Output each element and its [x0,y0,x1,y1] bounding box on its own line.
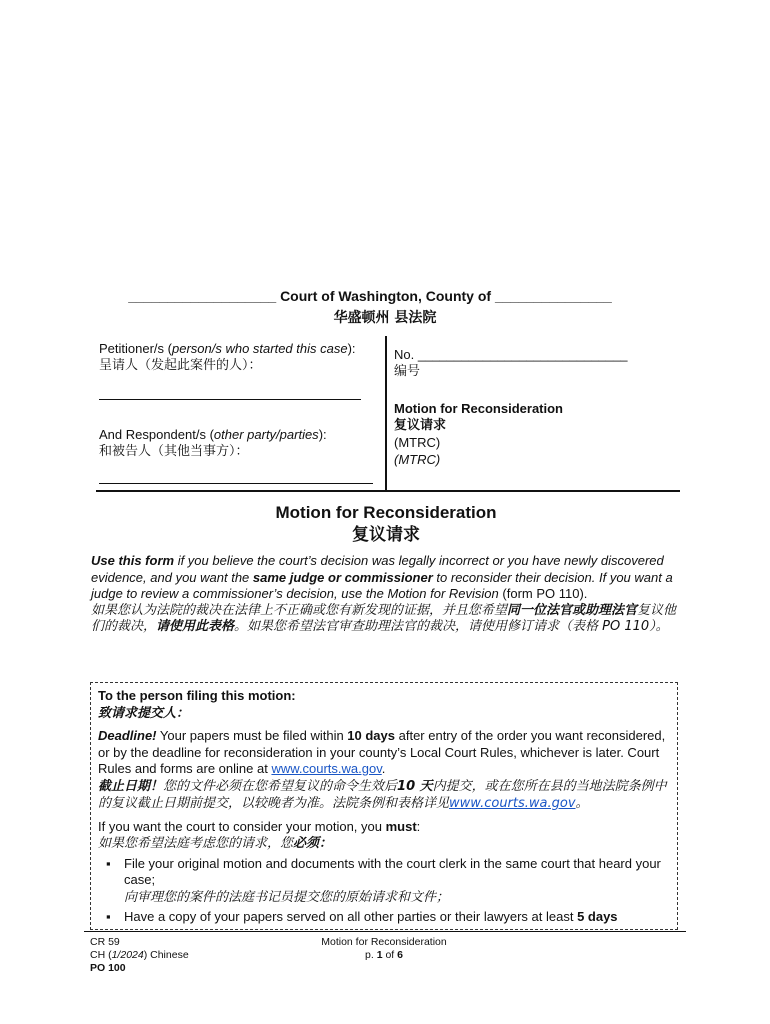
court-label: Court of Washington, County of [280,288,492,304]
respondent-label-chinese: 和被告人（其他当事方）： [99,444,249,459]
footer-po-number: PO 100 [90,962,126,974]
case-caption [96,336,680,492]
respondent-label: And Respondent/s (other party/parties): [99,427,327,442]
courts-website-link[interactable]: www.courts.wa.gov [271,761,382,776]
filing-instructions-box [90,682,678,930]
intro-chinese: 如果您认为法院的裁决在法律上不正确或您有新发现的证据，并且您希望同一位法官或助理法官复议他们的裁决，请使用此表格。如果您希望法官审查助理法官的裁决，请使用修订请求（表格 PO 110）。 [91,602,677,634]
footer-center [284,936,484,962]
footer-left [90,936,189,975]
case-number-row [394,346,678,363]
caption-bottom-rule [96,490,680,492]
footer-form-code: CR 59 [90,936,120,948]
case-info-section [394,346,678,468]
petitioner-label: Petitioner/s (person/s who started this case): [99,341,356,356]
footer-title: Motion for Reconsideration [321,936,447,948]
list-item: ▪ File your original motion and documents with the court clerk in the same court that heard your case; 向审理您的案件的法庭书记员提交您的原始请求和文件； [124,856,670,907]
county-blank[interactable]: _______________ [494,288,612,304]
list-item: ▪ Have a copy of your papers served on all other parties or their lawyers at least 5 days [124,909,670,926]
caption-form-title-chinese: 复议请求 [394,418,447,433]
footer-revision: CH (1/2024) Chinese [90,949,189,961]
court-heading [100,288,640,304]
footer-rule [84,931,686,932]
box-heading: To the person filing this motion: 致请求提交人： [98,688,296,721]
title-chinese: 复议请求 [352,525,420,545]
caption-vertical-divider [385,336,387,492]
deadline-paragraph: Deadline! Your papers must be filed within 10 days after entry of the order you want reconsidered, or by the deadline for reconsideration in your county’s Local Court Rules, whichever is later. Court Rules and forms are online at www.courts.wa.gov. 截止日期！您的文件必须在您希望复议的命令生效后10 天内提交，或在您所在县的当地法院条例中的复议截止日期前提交，以较晚者为准。法院条例和表格详见www.courts.wa.gov。 [98,728,667,811]
petitioner-name-field[interactable] [99,398,361,400]
parties-section [99,340,379,484]
form-code-italic: (MTRC) [394,452,441,467]
court-name-blank[interactable]: ___________________ [128,288,277,304]
footer-page-number: p. 1 of 6 [365,949,403,961]
form-code: (MTRC) [394,435,441,450]
respondent-name-field[interactable] [99,482,373,484]
case-number-label: No. [394,347,415,362]
title-english: Motion for Reconsideration [275,503,497,522]
document-title [96,502,676,546]
requirements-list [98,856,670,926]
courts-website-link-chinese[interactable]: www.courts.wa.gov [449,796,576,811]
case-number-label-chinese: 编号 [394,364,421,379]
case-number-field[interactable]: _____________________________ [417,347,628,362]
intro-english: Use this form if you believe the court’s decision was legally incorrect or you have newly discovered evidence, and you want the same judge or commissioner to reconsider their decision. If you want a judge to review a commissioner’s decision, use the Motion for Revision (form PO 110). [91,553,673,601]
petitioner-label-chinese: 呈请人（发起此案件的人）： [99,358,262,373]
requirements-intro: If you want the court to consider your motion, you must: 如果您希望法庭考虑您的请求，您必须： [98,818,421,851]
court-heading-chinese: 华盛顿州 县法院 [333,310,437,326]
intro-paragraph [91,553,681,636]
caption-form-title: Motion for Reconsideration [394,401,563,416]
